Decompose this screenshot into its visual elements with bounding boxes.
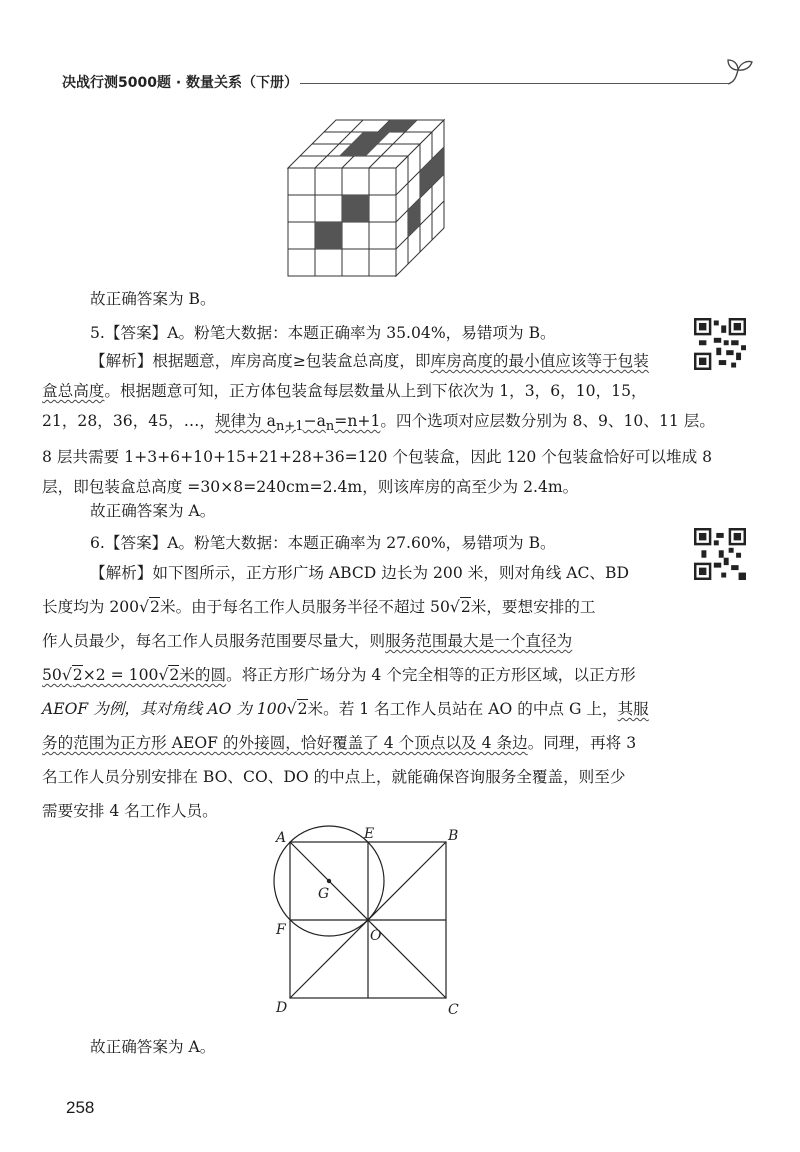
q5-analysis: 【解析】根据题意，库房高度≥包装盒总高度，即库房高度的最小值应该等于包装 盒总高度。根据题意可知，正方体包装盒每层数量从上到下依次为 1，3，6，10，15， 21，28，36，45，…，规律为 $a_{n+1}-a_n=n+1$。四个选项对应层数分别为 8、9、10、11 层。 8 层共需要 1+3+6+10+15+21+28+36=120 个包装盒，因此 120 个包装盒恰好可以堆成 8 层，即包装盒总高度 =30×8=240cm=2.4m，则该库房的高至少为 2.4m。 [42, 352, 715, 497]
page-number: 258 [66, 1098, 95, 1117]
qr-code-icon[interactable] [694, 528, 746, 580]
cube-figure [284, 114, 456, 280]
q5-answer-head: 5.【答案】A。粉笔大数据：本题正确率为 35.04%，易错项为 B。 [90, 324, 556, 342]
label-o: O [370, 928, 382, 944]
point-g [327, 879, 331, 883]
sprout-icon [722, 56, 756, 86]
q6-answer-head: 6.【答案】A。粉笔大数据：本题正确率为 27.60%，易错项为 B。 [90, 534, 556, 552]
shaded-cell [315, 222, 342, 249]
label-b: B [448, 828, 459, 844]
q6-analysis: 【解析】如下图所示，正方形广场 ABCD 边长为 200 米，则对角线 AC、BD 长度均为 200√2米。由于每名工作人员服务半径不超过 50√2米，要想安排的工 作人员最少，每名工作人员服务范围要尽量大，则服务范围最大是一个直径为 50√2×2 = 100√2米的圆。将正方形广场分为 4 个完全相等的正方形区域，以正方形 AEOF 为例，其对角线 AO 为 100√2米。若 1 名工作人员站在 AO 的中点 G 上，其服 务的范围为正方形 AEOF 的外接圆，恰好覆盖了 4 个顶点以及 4 条边。同理，再将 3 名工作人员分别安排在 BO、CO、DO 的中点上，就能确保咨询服务全覆盖，则至少 需要安排 4 名工作人员。 [42, 564, 649, 820]
label-g: G [318, 886, 330, 902]
answer-5: 故正确答案为 A。 [90, 502, 216, 520]
label-f: F [276, 922, 286, 938]
label-e: E [364, 826, 375, 842]
answer-4: 故正确答案为 B。 [90, 290, 216, 308]
square-plaza-figure [268, 822, 468, 1022]
running-header: 决战行测5000题 · 数量关系（下册） [62, 75, 299, 91]
label-c: C [448, 1002, 459, 1018]
header-rule [300, 83, 728, 84]
qr-code-icon[interactable] [694, 318, 746, 370]
label-a: A [276, 830, 287, 846]
shaded-cell [342, 195, 369, 222]
label-d: D [276, 1000, 288, 1016]
answer-6: 故正确答案为 A。 [90, 1038, 216, 1056]
